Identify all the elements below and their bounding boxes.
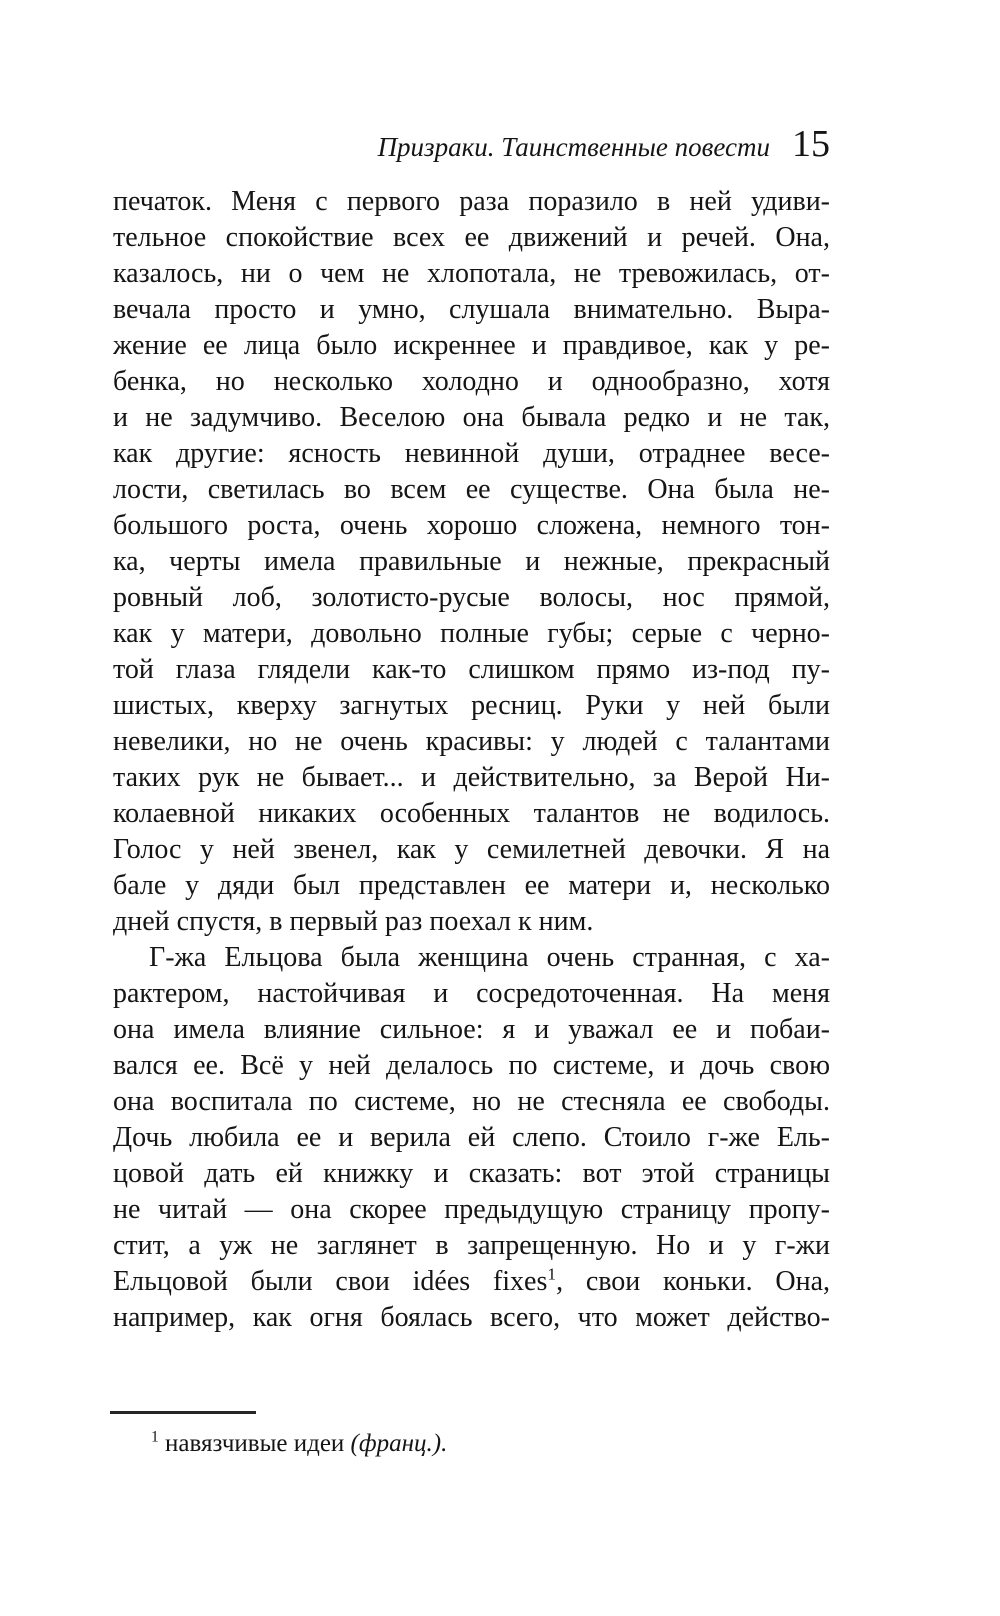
text-line: вечала просто и умно, слушала внимательно. Выра- (113, 294, 830, 325)
text-segment: , свои коньки. Она, (556, 1266, 830, 1297)
text-line: ровный лоб, золотисто-русые волосы, нос прямой, (113, 582, 830, 613)
text-line: Дочь любила ее и верила ей слепо. Стоило г-же Ель- (113, 1122, 830, 1153)
text-line: Г-жа Ельцова была женщина очень странная, с ха- (149, 942, 830, 973)
running-title: Призраки. Таинственные повести (377, 132, 770, 162)
text-line: бале у дяди был представлен ее матери и, несколько (113, 870, 830, 901)
footnote-marker: 1 (151, 1428, 159, 1446)
text-line: стит, а уж не заглянет в запрещенную. Но и у г-жи (113, 1230, 830, 1261)
text-line: рактером, настойчивая и сосредоточенная. На меня (113, 978, 830, 1009)
text-line: вался ее. Всё у ней делалось по системе, и дочь свою (113, 1050, 830, 1081)
text-line: как у матери, довольно полные губы; серые с черно- (113, 618, 830, 649)
footnote-reference: 1 (547, 1264, 557, 1284)
text-line: как другие: ясность невинной души, отраднее весе- (113, 438, 830, 469)
text-line: той глаза глядели как-то слишком прямо из-под пу- (113, 654, 830, 685)
paragraph-1 (113, 184, 830, 940)
paragraph-2 (113, 940, 830, 1336)
text-line: большого роста, очень хорошо сложена, немного тон- (113, 510, 830, 541)
text-line: она имела влияние сильное: я и уважал ее и побаи- (113, 1014, 830, 1045)
text-line: шистых, кверху загнутых ресниц. Руки у ней были (113, 690, 830, 721)
footnote (113, 1428, 830, 1460)
text-line: она воспитала по системе, но не стесняла ее свободы. (113, 1086, 830, 1117)
text-line: Голос у ней звенел, как у семилетней девочки. Я на (113, 834, 830, 865)
text-line-with-footnote-ref (113, 1264, 830, 1300)
text-line: дней спустя, в первый раз поехал к ним. (113, 906, 594, 937)
page-number: 15 (792, 123, 830, 165)
running-header (113, 122, 830, 166)
text-line: жение ее лица было искреннее и правдивое, как у ре- (113, 330, 830, 361)
footnote-text: навязчивые идеи (158, 1430, 351, 1457)
text-line: цовой дать ей книжку и сказать: вот этой страницы (113, 1158, 830, 1189)
text-line: лости, светилась во всем ее существе. Она была не- (113, 474, 830, 505)
text-line: печаток. Меня с первого раза поразило в ней удиви- (113, 186, 830, 217)
footnote-language-note: (франц.). (350, 1430, 448, 1457)
text-line: бенка, но несколько холодно и однообразно, хотя (113, 366, 830, 397)
footnote-separator-rule (110, 1411, 256, 1414)
text-line: например, как огня боялась всего, что может действо- (113, 1302, 830, 1333)
text-line: казалось, ни о чем не хлопотала, не тревожилась, от- (113, 258, 830, 289)
text-line: и не задумчиво. Веселою она бывала редко и не так, (113, 402, 830, 433)
text-line: не читай — она скорее предыдущую страницу пропу- (113, 1194, 830, 1225)
text-line: таких рук не бывает... и действительно, за Верой Ни- (113, 762, 830, 793)
text-line: ка, черты имела правильные и нежные, прекрасный (113, 546, 830, 577)
text-segment: Ельцовой были свои idées fixes (113, 1266, 548, 1297)
text-line: колаевной никаких особенных талантов не водилось. (113, 798, 830, 829)
text-line: тельное спокойствие всех ее движений и речей. Она, (113, 222, 830, 253)
body-text (113, 184, 830, 1336)
text-line: невелики, но не очень красивы: у людей с талантами (113, 726, 830, 757)
